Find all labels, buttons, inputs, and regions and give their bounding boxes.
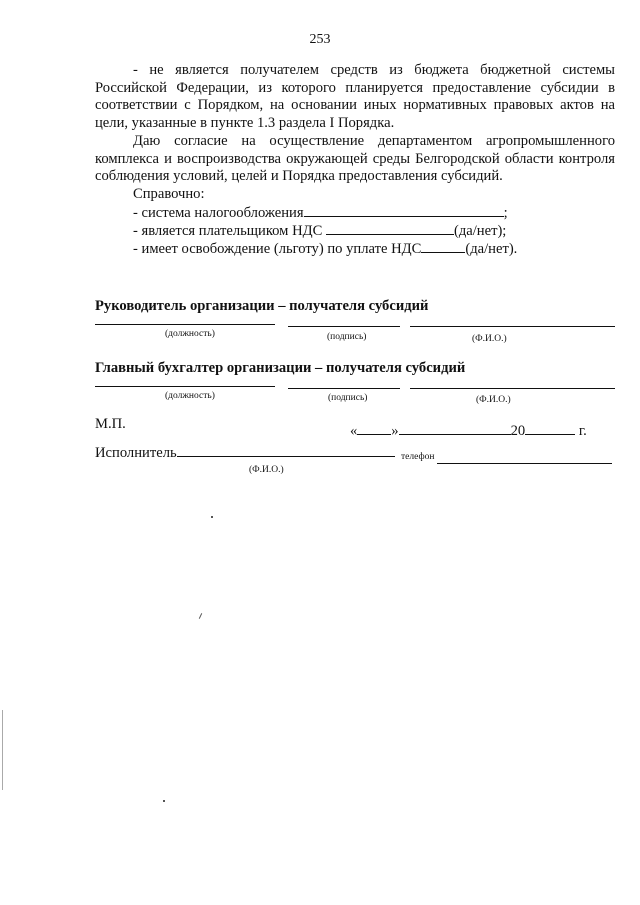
tax-system-label: - система налогообложения bbox=[133, 205, 304, 221]
tax-system-field[interactable] bbox=[304, 204, 504, 217]
tax-system-line bbox=[133, 204, 508, 223]
head-name-caption: (Ф.И.О.) bbox=[472, 334, 507, 344]
vat-payer-label: - является плательщиком НДС bbox=[133, 223, 323, 239]
accountant-position-caption: (должность) bbox=[165, 391, 215, 401]
paragraph-not-recipient bbox=[95, 62, 615, 132]
vat-exempt-line bbox=[133, 240, 517, 259]
tax-system-end: ; bbox=[503, 205, 508, 221]
date-line bbox=[350, 422, 587, 441]
head-position-caption: (должность) bbox=[165, 329, 215, 339]
executor-label: Исполнитель bbox=[95, 445, 177, 461]
date-year-field[interactable] bbox=[525, 422, 575, 435]
vat-payer-field[interactable] bbox=[326, 222, 454, 235]
vat-exempt-label: - имеет освобождение (льготу) по уплате НДС bbox=[133, 241, 422, 257]
phone-label: телефон bbox=[401, 452, 435, 462]
year-prefix: 20 bbox=[510, 423, 526, 439]
date-close-quote: » bbox=[391, 423, 399, 439]
scan-edge-mark bbox=[2, 710, 3, 790]
accountant-signature-line[interactable] bbox=[288, 388, 400, 389]
vat-exempt-field[interactable] bbox=[421, 240, 465, 253]
head-signature-title: Руководитель организации – получателя субсидий bbox=[95, 298, 429, 314]
accountant-position-line[interactable] bbox=[95, 386, 275, 387]
accountant-name-caption: (Ф.И.О.) bbox=[476, 395, 511, 405]
date-day-field[interactable] bbox=[357, 422, 391, 435]
phone-field[interactable] bbox=[437, 463, 612, 464]
paragraph-consent bbox=[95, 133, 615, 186]
head-name-line[interactable] bbox=[410, 326, 615, 327]
mp-label: М.П. bbox=[95, 416, 126, 432]
scan-speck bbox=[163, 800, 165, 802]
scan-speck bbox=[211, 516, 213, 518]
vat-payer-end: (да/нет); bbox=[453, 223, 507, 239]
accountant-signature-title: Главный бухгалтер организации – получателя субсидий bbox=[95, 360, 466, 376]
date-open-quote: « bbox=[350, 423, 358, 439]
accountant-signature-caption: (подпись) bbox=[328, 393, 368, 403]
reference-title: Справочно: bbox=[133, 186, 205, 202]
date-month-field[interactable] bbox=[399, 422, 511, 435]
head-signature-caption: (подпись) bbox=[327, 332, 367, 342]
vat-exempt-end: (да/нет). bbox=[465, 241, 518, 257]
year-suffix: г. bbox=[578, 423, 587, 439]
executor-name-field[interactable] bbox=[177, 444, 395, 457]
head-position-line[interactable] bbox=[95, 324, 275, 325]
paragraph-consent-text: Даю согласие на осуществление департаментом агропромышленного комплекса и воспроизводства окружающей среды Белгородской области контроля соблюдения условий, целей и Порядка предоставления субсидий. bbox=[95, 133, 615, 185]
paragraph-not-recipient-text: - не является получателем средств из бюджета бюджетной системы Российской Федерации, из которого планируется предоставление субсидии в соответствии с Порядком, на основании иных нормативных правовых актов на цели, указанные в пункте 1.3 раздела I Порядка. bbox=[95, 62, 615, 131]
executor-line bbox=[95, 444, 395, 463]
scan-speck bbox=[199, 613, 202, 619]
head-signature-line[interactable] bbox=[288, 326, 400, 327]
vat-payer-line bbox=[133, 222, 506, 241]
page-number: 253 bbox=[309, 32, 331, 47]
executor-name-caption: (Ф.И.О.) bbox=[249, 465, 284, 475]
accountant-name-line[interactable] bbox=[410, 388, 615, 389]
